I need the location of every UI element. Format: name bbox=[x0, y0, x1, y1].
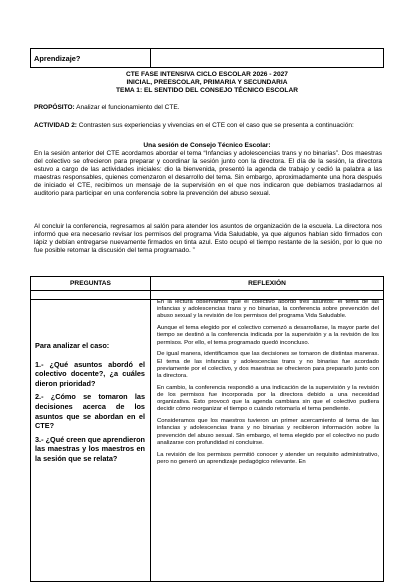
reflection-paragraph-6: La revisión de los permisos permitió conocer y atender un requisito administrativo, pero no generó un aprendizaje pedagógico relevante. En bbox=[157, 451, 379, 465]
top-table-row bbox=[30, 48, 384, 68]
header-line-2: INICIAL, PREESCOLAR, PRIMARIA Y SECUNDARIA bbox=[126, 79, 288, 86]
reflection-paragraph-4: En cambio, la conferencia respondió a una indicación de la supervisión y la revisión de los permisos fue incorporada por la directora debido a una necesidad organizativa. Esto provocó que la agenda cambiara sin que el colectivo pudiera decidir cómo reorganizar el tiempo o cuándo retomaría el tema pendiente. bbox=[157, 384, 379, 413]
reflection-paragraph-5: Consideramos que los maestros tuvieron un primer acercamiento al tema de las infancias y adolescencias trans y no binarias y recibieron información sobre la prevención del abuso sexual. Sin embargo, el tema elegido por el colectivo no pudo analizarse con profundidad ni concluirse. bbox=[157, 418, 379, 446]
case-title: Una sesión de Consejo Técnico Escolar: bbox=[143, 142, 271, 149]
header-line-1: CTE FASE INTENSIVA CICLO ESCOLAR 2026 - 2027 bbox=[126, 71, 288, 78]
question-3: 3.- ¿Qué creen que aprendieron las maestras y los maestros en la sesión que se relata? bbox=[35, 434, 145, 463]
actividad-text: Contrasten sus experiencias y vivencias en el CTE con el caso que se presenta a continuación: bbox=[76, 122, 354, 129]
reflection-paragraph-3: De igual manera, identificamos que las decisiones se tomaron de distintas maneras. El tema de las infancias y adolescencias trans y no binarias fue acordado previamente por el colectivo, y dos maestras se ofrecieron para prepararlo junto con la directora. bbox=[157, 351, 379, 380]
reflection-table bbox=[30, 276, 384, 582]
header-line-3: TEMA 1: EL SENTIDO DEL CONSEJO TÉCNICO ESCOLAR bbox=[116, 87, 298, 94]
proposito-paragraph bbox=[34, 104, 382, 112]
case-paragraph-1: En la sesión anterior del CTE acordamos abordar el tema “Infancias y adolescencias trans y no binarias”. Dos maestras del colectivo se ofrecieron para preparar y coordinar la sesión junto con la directora. El día de la sesión, la directora estuvo a cargo de las actividades iniciales: dio la bienvenida, presentó la agenda de trabajo y cedió la palabra a las maestras responsables, quienes comenzaron el desarrollo del tema. Sin embargo, aproximadamente una hora después de iniciado el CTE, recibimos un mensaje de la supervisión en el que nos indicaron que debíamos trasladarnos al auditorio para participar en una conferencia sobre la prevención del abuso sexual. bbox=[34, 150, 382, 198]
table-column-divider bbox=[150, 291, 151, 581]
questions-intro: Para analizar el caso: bbox=[35, 341, 110, 350]
reflection-paragraph-2: Aunque el tema elegido por el colectivo comenzó a desarrollarse, la mayor parte del tiempo se destinó a la conferencia indicada por la supervisión y a la revisión de los permisos. Por ello, el tema programado quedó inconcluso. bbox=[157, 325, 379, 346]
table-header-preguntas: PREGUNTAS bbox=[31, 277, 151, 291]
actividad-label: ACTIVIDAD 2: bbox=[34, 122, 77, 129]
question-1: 1.- ¿Qué asuntos abordó el colectivo docente?, ¿a cuáles dieron prioridad? bbox=[35, 359, 145, 388]
table-header-reflexion: REFLEXIÓN bbox=[151, 277, 383, 291]
reflection-paragraph-1: En la lectura observamos que el colectivo abordó tres asuntos: el tema de las infancias y adolescencias trans y no binarias, la conferencia sobre prevención del abuso sexual y la revisión de los permisos del programa Vida Saludable. bbox=[157, 299, 379, 320]
proposito-label: PROPÓSITO: bbox=[34, 104, 75, 111]
actividad-paragraph bbox=[34, 122, 382, 130]
proposito-text: Analizar el funcionamiento del CTE. bbox=[74, 104, 180, 111]
case-paragraph-2: Al concluir la conferencia, regresamos al salón para atender los asuntos de organización de la escuela. La directora nos informó que era necesario revisar los permisos del programa Vida Saludable, ya que algunos habían sido firmados con lápiz y debían entregarse nuevamente firmados en tinta azul. Esto ocupó el tiempo restante de la sesión, por lo que no fue posible retomar la discusión del tema programado. ” bbox=[34, 223, 382, 255]
question-2: 2.- ¿Cómo se tomaron las decisiones acerca de los asuntos que se abordan en el CTE? bbox=[35, 392, 145, 431]
questions-cell bbox=[35, 341, 145, 464]
aprendizaje-label: Aprendizaje? bbox=[31, 49, 151, 67]
reflection-cell bbox=[157, 299, 379, 471]
